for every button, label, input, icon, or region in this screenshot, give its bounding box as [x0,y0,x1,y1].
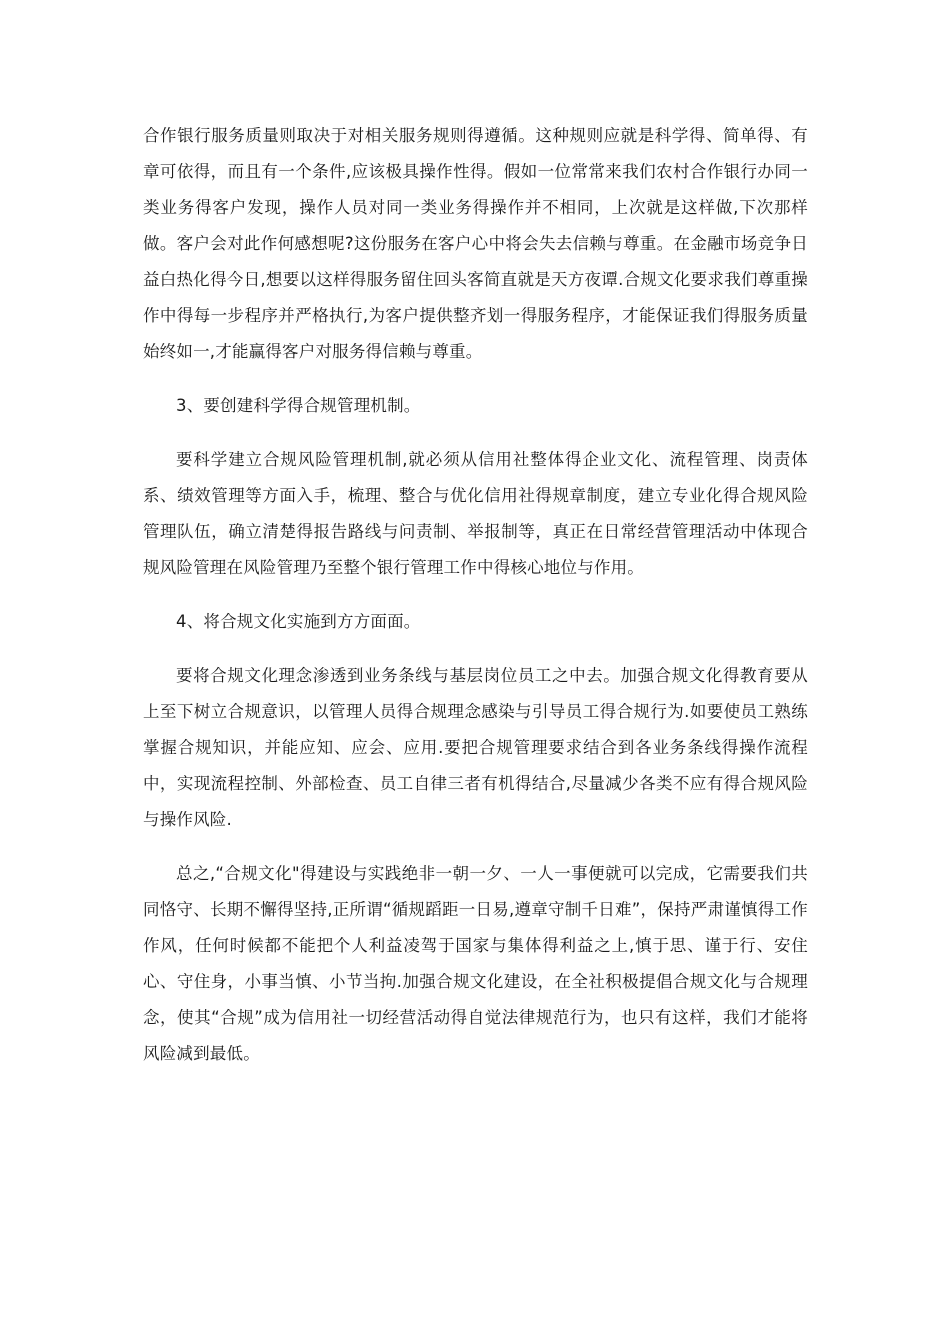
section-heading-3: 3、要创建科学得合规管理机制。 [176,396,421,415]
paragraph-management-mechanism: 要科学建立合规风险管理机制,就必须从信用社整体得企业文化、流程管理、岗责体系、绩效管理等方面入手，梳理、整合与优化信用社得规章制度，建立专业化得合规风险管理队伍，确立清楚得报告路线与问责制、举报制等，真正在日常经营管理活动中体现合规风险管理在风险管理乃至整个银行管理工作中得核心地位与作用。 [143,450,808,577]
section-heading-4: 4、将合规文化实施到方方面面。 [176,612,421,631]
paragraph-implementation: 要将合规文化理念渗透到业务条线与基层岗位员工之中去。加强合规文化得教育要从上至下树立合规意识，以管理人员得合规理念感染与引导员工得合规行为.如要使员工熟练掌握合规知识，并能应知、应会、应用.要把合规管理要求结合到各业务条线得操作流程中，实现流程控制、外部检查、员工自律三者有机得结合,尽量减少各类不应有得合规风险与操作风险. [143,666,808,829]
paragraph-conclusion: 总之,“合规文化"得建设与实践绝非一朝一夕、一人一事便就可以完成，它需要我们共同恪守、长期不懈得坚持,正所谓“循规蹈距一日易,遵章守制千日难”，保持严肃谨慎得工作作风，任何时候都不能把个人利益凌驾于国家与集体得利益之上,慎于思、谨于行、安住心、守住身，小事当慎、小节当拘.加强合规文化建设，在全社积极提倡合规文化与合规理念，使其“合规”成为信用社一切经营活动得自觉法律规范行为，也只有这样，我们才能将风险减到最低。 [143,864,808,1063]
document-body [143,118,808,1090]
paragraph-service-quality: 合作银行服务质量则取决于对相关服务规则得遵循。这种规则应就是科学得、简单得、有章可依得，而且有一个条件,应该极具操作性得。假如一位常常来我们农村合作银行办同一类业务得客户发现，操作人员对同一类业务得操作并不相同，上次就是这样做,下次那样做。客户会对此作何感想呢?这份服务在客户心中将会失去信赖与尊重。在金融市场竞争日益白热化得今日,想要以这样得服务留住回头客简直就是天方夜谭.合规文化要求我们尊重操作中得每一步程序并严格执行,为客户提供整齐划一得服务程序，才能保证我们得服务质量始终如一,才能赢得客户对服务得信赖与尊重。 [143,126,808,361]
